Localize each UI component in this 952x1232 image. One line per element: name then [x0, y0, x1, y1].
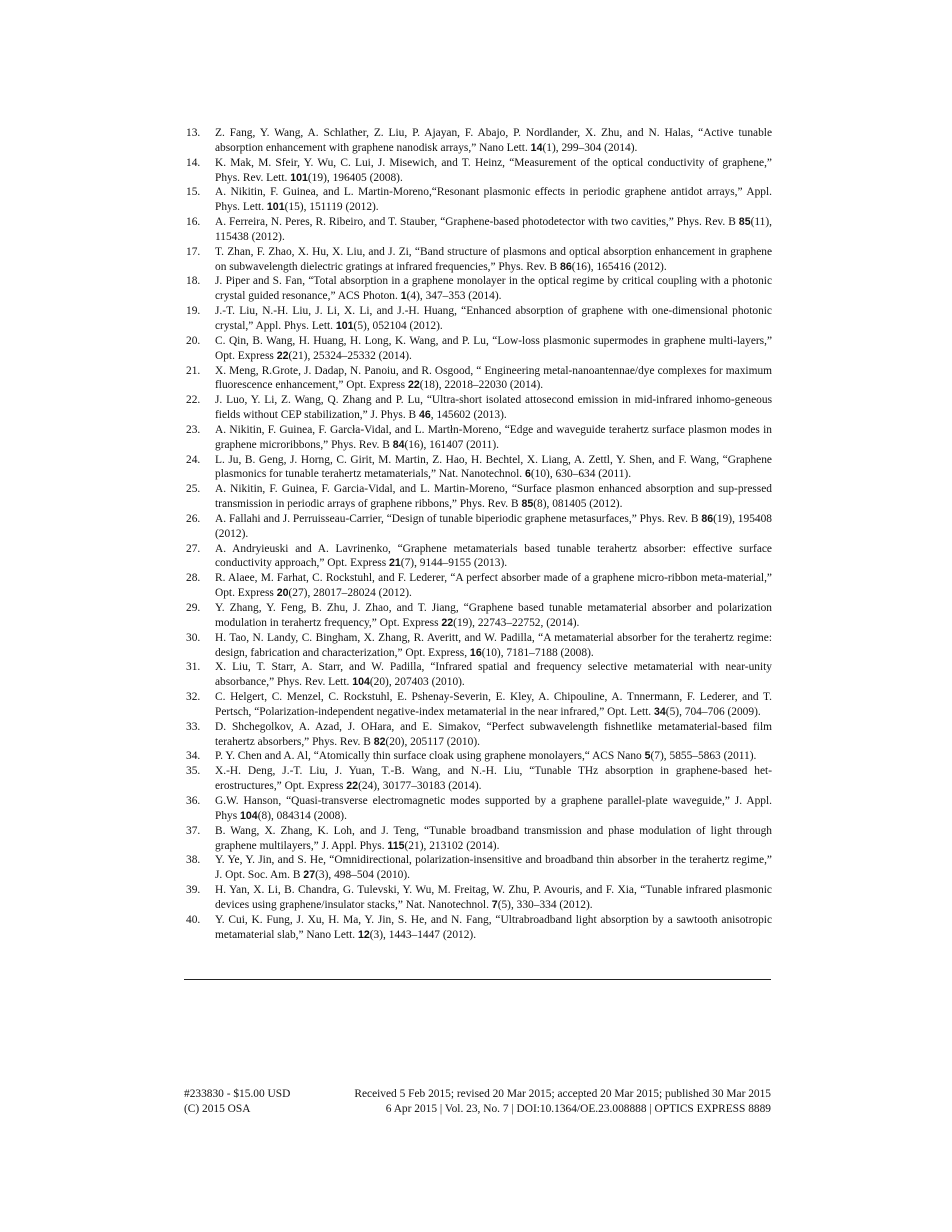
reference-segment: Z. Fang, Y. Wang, A. Schlather, Z. Liu, P. Ajayan, F. Abajo, P. Nordlander, X. Zhu, and N. Halas, “Active tunable absorption enhancement with graphene nanodisk arrays,” Nano Lett. — [215, 127, 772, 154]
volume-number: 84 — [392, 438, 405, 451]
reference-text — [215, 393, 772, 423]
reference-text — [215, 720, 772, 750]
reference-segment: (11), 115438 (2012). — [215, 216, 772, 243]
reference-item — [186, 720, 772, 750]
reference-item — [186, 601, 772, 631]
reference-item — [186, 913, 772, 943]
reference-text — [215, 126, 772, 156]
volume-number: 46 — [418, 409, 431, 422]
reference-item — [186, 542, 772, 572]
reference-number: 33. — [186, 720, 201, 733]
reference-segment: A. Fallahi and J. Perruisseau-Carrier, “Design of tunable biperiodic graphene metasurfaces,” Phys. Rev. B — [215, 512, 702, 525]
reference-text — [215, 542, 772, 572]
reference-segment: A. Nikitin, F. Guinea, and L. Martin-Moreno,“Resonant plasmonic effects in periodic graphene antidot arrays,” Appl. Phys. Lett. — [215, 186, 772, 214]
reference-text — [215, 423, 772, 453]
reference-segment: (21), 213102 (2014). — [404, 839, 500, 852]
reference-item — [186, 393, 772, 423]
volume-number: 101 — [335, 319, 354, 332]
reference-text — [215, 156, 772, 186]
reference-segment: C. Qin, B. Wang, H. Huang, H. Long, K. Wang, and P. Lu, “Low-loss plasmonic supermodes in graphene multi-layers,” Opt. Express — [215, 334, 772, 362]
reference-text — [215, 794, 772, 824]
volume-number: 104 — [352, 676, 370, 689]
reference-item — [186, 824, 772, 854]
reference-text — [215, 185, 772, 215]
reference-number: 23. — [186, 423, 201, 436]
reference-item — [186, 185, 772, 215]
reference-segment: H. Yan, X. Li, B. Chandra, G. Tulevski, Y. Wu, M. Freitag, W. Zhu, P. Avouris, and F. Xia, “Tunable infrared plasmonic devices using graphene/insulator stacks,” Nat. Nanotechnol. — [215, 884, 772, 911]
reference-number: 20. — [186, 334, 201, 347]
reference-segment: A. Andryieuski and A. Lavrinenko, “Graphene metamaterials based tunable terahertz absorber: effective surface conductivity approach,” Opt. Express — [215, 542, 772, 570]
reference-item — [186, 690, 772, 720]
volume-number: 101 — [290, 171, 308, 184]
reference-text — [215, 913, 772, 943]
reference-segment: X. Liu, T. Starr, A. Starr, and W. Padilla, “Infrared spatial and frequency selective metamaterial with near-unity absorbance,” Phys. Rev. Lett. — [215, 661, 772, 689]
reference-number: 28. — [186, 572, 201, 585]
volume-number: 16 — [469, 646, 482, 659]
volume-number: 34 — [654, 705, 666, 718]
reference-text — [215, 764, 772, 794]
reference-segment: T. Zhan, F. Zhao, X. Hu, X. Liu, and J. Zi, “Band structure of plasmons and optical absorption enhancement in graphene on subwavelength dielectric gratings at infrared frequencies,” Phys. Rev. B — [215, 245, 772, 273]
reference-number: 16. — [186, 216, 201, 229]
reference-text — [215, 749, 772, 764]
reference-number: 24. — [186, 453, 201, 466]
reference-segment: (1), 299–304 (2014). — [542, 141, 638, 154]
reference-text — [215, 334, 772, 364]
reference-segment: (19), 196405 (2008). — [307, 171, 403, 184]
reference-segment: (19), 22743–22752, (2014). — [453, 616, 580, 629]
article-id-price: #233830 - $15.00 USD — [184, 1088, 291, 1100]
volume-number: 12 — [357, 928, 370, 941]
reference-item — [186, 631, 772, 661]
reference-number: 13. — [186, 127, 201, 139]
reference-number: 25. — [186, 483, 201, 496]
reference-text — [215, 571, 772, 601]
reference-segment: B. Wang, X. Zhang, K. Loh, and J. Teng, “Tunable broadband transmission and phase modulation of light through graphene multilayers,” J. Appl. Phys. — [215, 824, 772, 852]
reference-segment: P. Y. Chen and A. Al, “Atomically thin surface cloak using graphene monolayers,“ ACS Nano — [215, 750, 645, 763]
reference-text — [215, 482, 772, 512]
reference-number: 21. — [186, 364, 201, 377]
reference-segment: (27), 28017–28024 (2012). — [288, 587, 412, 600]
reference-item — [186, 156, 772, 186]
reference-item — [186, 660, 772, 690]
reference-item — [186, 482, 772, 512]
reference-segment: (15), 151119 (2012). — [284, 201, 379, 214]
reference-item — [186, 126, 772, 156]
volume-number: 86 — [559, 260, 572, 273]
reference-number: 38. — [186, 854, 201, 867]
reference-segment: (18), 22018–22030 (2014). — [419, 379, 544, 392]
reference-segment: (7), 5855–5863 (2011). — [650, 750, 757, 763]
reference-text — [215, 824, 772, 854]
volume-number: 101 — [266, 201, 285, 214]
reference-segment: (5), 330–334 (2012). — [497, 898, 593, 911]
reference-segment: R. Alaee, M. Farhat, C. Rockstuhl, and F. Lederer, “A perfect absorber made of a graphene micro-ribbon meta-material,” Opt. Express — [215, 572, 772, 600]
reference-number: 30. — [186, 631, 201, 644]
reference-text — [215, 853, 772, 883]
reference-text — [215, 274, 772, 304]
reference-number: 34. — [186, 750, 201, 763]
reference-item — [186, 215, 772, 245]
footer-row-2 — [184, 1102, 771, 1117]
reference-segment: L. Ju, B. Geng, J. Horng, C. Girit, M. Martin, Z. Hao, H. Bechtel, X. Liang, A. Zettl, Y. Shen, and F. Wang, “Graphene plasmonics for tunable terahertz metamaterials,” Nat. Nanotechnol. — [215, 453, 772, 481]
volume-number: 22 — [441, 616, 454, 629]
reference-segment: (5), 052104 (2012). — [353, 319, 443, 332]
footer-row-1 — [184, 1087, 771, 1102]
reference-text — [215, 245, 772, 275]
reference-segment: (8), 081405 (2012). — [533, 498, 623, 511]
reference-item — [186, 334, 772, 364]
reference-number: 40. — [186, 913, 201, 926]
reference-number: 31. — [186, 661, 201, 674]
reference-segment: (21), 25324–25332 (2014). — [288, 349, 412, 362]
reference-segment: H. Tao, N. Landy, C. Bingham, X. Zhang, R. Averitt, and W. Padilla, “A metamaterial absorber for the terahertz regime: design, fabrication and characterization,” Opt. Express, — [215, 631, 772, 659]
reference-number: 18. — [186, 275, 201, 288]
reference-item — [186, 883, 772, 913]
reference-number: 36. — [186, 794, 201, 807]
reference-segment: (20), 205117 (2010). — [385, 735, 480, 748]
reference-number: 37. — [186, 824, 201, 837]
reference-text — [215, 631, 772, 661]
reference-item — [186, 245, 772, 275]
reference-segment: J. Luo, Y. Li, Z. Wang, Q. Zhang and P. Lu, “Ultra-short isolated attosecond emission in mid-infrared inhomo-geneous fields without CEP stabilization,” J. Phys. B — [215, 394, 772, 422]
reference-segment: Y. Cui, K. Fung, J. Xu, H. Ma, Y. Jin, S. He, and N. Fang, “Ultrabroadband light absorption by a sawtooth anisotropic metamaterial slab,” Nano Lett. — [215, 913, 772, 941]
reference-segment: A. Ferreira, N. Peres, R. Ribeiro, and T. Stauber, “Graphene-based photodetector with two cavities,” Phys. Rev. B — [215, 216, 739, 229]
reference-text — [215, 215, 772, 245]
reference-text — [215, 690, 772, 720]
reference-item — [186, 274, 772, 304]
reference-item — [186, 512, 772, 542]
copyright: (C) 2015 OSA — [184, 1102, 251, 1115]
reference-segment: D. Shchegolkov, A. Azad, J. OHara, and E. Simakov, “Perfect subwavelength fishnetlike metamaterial-based film terahertz absorbers,” Phys. Rev. B — [215, 720, 772, 748]
reference-item — [186, 749, 772, 764]
reference-number: 29. — [186, 602, 201, 614]
reference-list — [186, 126, 772, 942]
volume-number: 20 — [276, 587, 289, 600]
reference-segment: Y. Ye, Y. Jin, and S. He, “Omnidirectional, polarization-insensitive and broadband thin absorber in the terahertz regime,” J. Opt. Soc. Am. B — [215, 854, 772, 882]
reference-segment: A. Nikitin, F. Guinea, F. Garcła-Vidal, and L. Martłn-Moreno, “Edge and waveguide terahertz surface plasmon modes in graphene microribbons,” Phys. Rev. B — [215, 423, 772, 451]
volume-number: 5 — [644, 750, 651, 763]
volume-number: 82 — [373, 735, 386, 748]
reference-number: 22. — [186, 394, 201, 407]
reference-text — [215, 364, 772, 394]
reference-segment: (20), 207403 (2010). — [369, 676, 465, 689]
volume-number: 115 — [387, 839, 405, 852]
reference-segment: (16), 161407 (2011). — [404, 438, 499, 451]
reference-number: 15. — [186, 186, 201, 199]
volume-number: 22 — [346, 780, 359, 793]
reference-segment: (10), 7181–7188 (2008). — [481, 646, 594, 659]
reference-segment: X. Meng, R.Grote, J. Dadap, N. Panoiu, and R. Osgood, “ Engineering metal-nanoantennae/dye complexes for maximum fluorescence enhancement,” Opt. Express — [215, 364, 772, 392]
journal-citation: 6 Apr 2015 | Vol. 23, No. 7 | DOI:10.1364/OE.23.008888 | OPTICS EXPRESS 8889 — [385, 1102, 771, 1115]
reference-item — [186, 794, 772, 824]
volume-number: 21 — [388, 557, 401, 570]
reference-item — [186, 571, 772, 601]
reference-segment: (5), 704–706 (2009). — [665, 705, 761, 718]
reference-number: 35. — [186, 765, 201, 778]
reference-segment: C. Helgert, C. Menzel, C. Rockstuhl, E. Pshenay-Severin, E. Kley, A. Chipouline, A. Tnnermann, F. Lederer, and T. Pertsch, “Polarization-independent negative-index metamaterial in the near infrared,” Opt. Lett. — [215, 691, 772, 718]
footer-rule — [184, 979, 771, 980]
reference-segment: J.-T. Liu, N.-H. Liu, J. Li, X. Li, and J.-H. Huang, “Enhanced absorption of graphene with one-dimensional photonic crystal,” Appl. Phys. Lett. — [215, 305, 772, 332]
reference-segment: J. Piper and S. Fan, “Total absorption in a graphene monolayer in the optical regime by critical coupling with a photonic crystal guided resonance,” ACS Photon. — [215, 275, 772, 303]
reference-segment: (24), 30177–30183 (2014). — [358, 780, 482, 793]
page-footer — [184, 1087, 771, 1116]
reference-number: 14. — [186, 156, 201, 169]
reference-item — [186, 853, 772, 883]
reference-text — [215, 453, 772, 483]
reference-item — [186, 423, 772, 453]
reference-segment: (8), 084314 (2008). — [257, 809, 347, 822]
reference-text — [215, 512, 772, 542]
reference-segment: (3), 1443–1447 (2012). — [369, 928, 477, 941]
reference-segment: (4), 347–353 (2014). — [406, 290, 502, 303]
volume-number: 27 — [303, 869, 316, 882]
volume-number: 22 — [276, 349, 289, 362]
volume-number: 85 — [521, 498, 534, 511]
reference-segment: K. Mak, M. Sfeir, Y. Wu, C. Lui, J. Misewich, and T. Heinz, “Measurement of the optical conductivity of graphene,” Phys. Rev. Lett. — [215, 156, 772, 184]
reference-number: 27. — [186, 542, 201, 555]
volume-number: 104 — [240, 809, 258, 822]
reference-segment: (19), 195408 (2012). — [215, 512, 772, 540]
reference-text — [215, 601, 772, 631]
reference-segment: G.W. Hanson, “Quasi-transverse electromagnetic modes supported by a graphene parallel-plate waveguide,” J. Appl. Phys — [215, 794, 772, 822]
reference-text — [215, 660, 772, 690]
reference-text — [215, 304, 772, 334]
publication-dates: Received 5 Feb 2015; revised 20 Mar 2015; accepted 20 Mar 2015; published 30 Mar 2015 — [354, 1088, 771, 1100]
reference-item — [186, 764, 772, 794]
reference-segment: , 145602 (2013). — [430, 409, 507, 422]
volume-number: 14 — [530, 141, 543, 154]
reference-number: 32. — [186, 691, 201, 704]
reference-text — [215, 883, 772, 913]
reference-segment: Y. Zhang, Y. Feng, B. Zhu, J. Zhao, and T. Jiang, “Graphene based tunable metamaterial absorber and polarization modulation in terahertz frequency,” Opt. Express — [215, 602, 772, 629]
reference-number: 26. — [186, 512, 201, 525]
reference-number: 19. — [186, 305, 201, 318]
reference-segment: (16), 165416 (2012). — [571, 260, 667, 273]
volume-number: 22 — [407, 379, 420, 392]
reference-number: 39. — [186, 884, 201, 897]
reference-segment: A. Nikitin, F. Guinea, F. Garcia-Vidal, and L. Martin-Moreno, “Surface plasmon enhanced absorption and sup-pressed transmission in periodic arrays of graphene ribbons,” Phys. Rev. B — [215, 483, 772, 511]
reference-segment: (10), 630–634 (2011). — [530, 468, 632, 481]
reference-number: 17. — [186, 245, 201, 258]
reference-item — [186, 364, 772, 394]
volume-number: 85 — [738, 216, 751, 229]
reference-segment: (3), 498–504 (2010). — [315, 869, 411, 882]
volume-number: 6 — [524, 468, 531, 481]
volume-number: 1 — [400, 290, 407, 303]
reference-segment: X.-H. Deng, J.-T. Liu, J. Yuan, T.-B. Wang, and N.-H. Liu, “Tunable THz absorption in graphene-based het-erostructures,” Opt. Express — [215, 765, 772, 793]
reference-segment: (7), 9144–9155 (2013). — [400, 557, 508, 570]
volume-number: 7 — [491, 898, 498, 911]
reference-item — [186, 453, 772, 483]
volume-number: 86 — [701, 512, 714, 525]
reference-item — [186, 304, 772, 334]
